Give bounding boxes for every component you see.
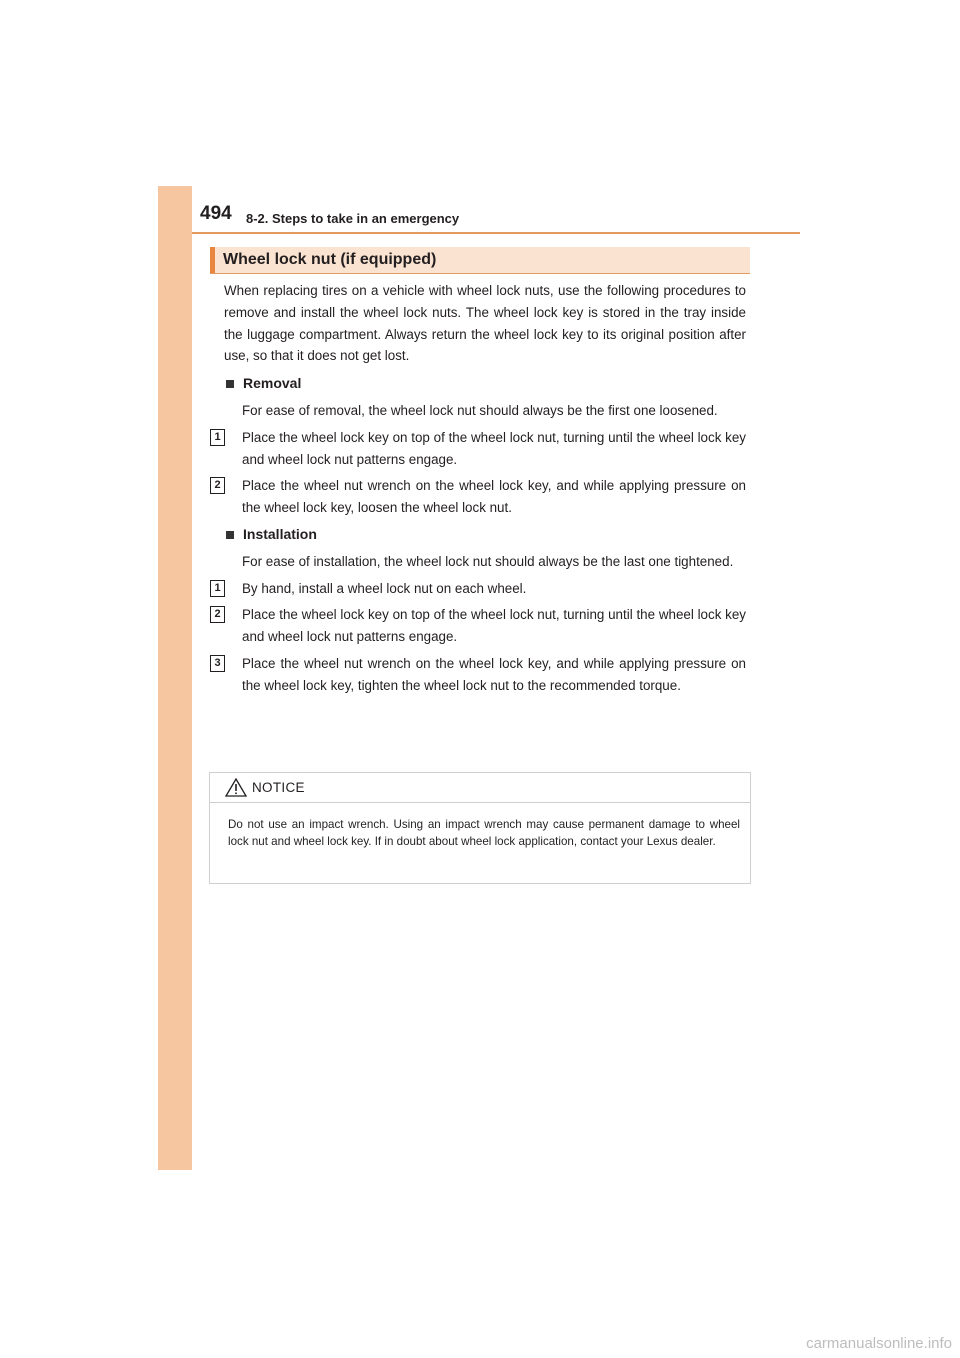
removal-heading-label: Removal <box>243 375 302 392</box>
header-rule <box>192 232 800 234</box>
warning-triangle-icon <box>225 778 247 797</box>
watermark: carmanualsonline.info <box>806 1335 952 1352</box>
bullet-square-icon <box>226 380 234 388</box>
notice-box <box>209 772 751 884</box>
installation-description: For ease of installation, the wheel lock nut should always be the last one tightened. <box>242 553 734 569</box>
body-content <box>210 280 746 702</box>
installation-heading <box>224 524 746 546</box>
bullet-square-icon <box>226 531 234 539</box>
installation-step <box>214 653 746 697</box>
removal-description: For ease of removal, the wheel lock nut should always be the first one loosened. <box>242 402 718 418</box>
step-text: By hand, install a wheel lock nut on each wheel. <box>242 580 527 596</box>
section-title: Wheel lock nut (if equipped) <box>223 251 437 268</box>
chapter-title: 8-2. Steps to take in an emergency <box>246 211 460 226</box>
removal-heading <box>224 373 746 395</box>
step-text: Place the wheel lock key on top of the wheel lock nut, turning until the wheel lock key and wheel lock nut patterns engage. <box>242 429 746 467</box>
step-number: 2 <box>210 477 225 494</box>
installation-heading-label: Installation <box>243 525 317 542</box>
notice-header <box>210 773 750 803</box>
section-accent <box>210 247 215 273</box>
intro-paragraph: When replacing tires on a vehicle with wheel lock nuts, use the following procedures to remove and install the wheel lock nuts. The wheel lock key is stored in the tray inside the luggage compartment. Always return the wheel lock key to its original position after use, so that it does not get lost. <box>224 283 746 364</box>
step-number: 1 <box>210 429 225 446</box>
step-number: 3 <box>210 655 225 672</box>
side-tab-strip <box>158 186 192 1170</box>
section-heading-bar <box>210 247 750 274</box>
step-text: Place the wheel nut wrench on the wheel lock key, and while applying pressure on the wheel lock key, loosen the wheel lock nut. <box>242 478 746 516</box>
page-number: 494 <box>200 203 232 224</box>
installation-step <box>214 604 746 648</box>
removal-step <box>214 475 746 519</box>
removal-step <box>214 427 746 471</box>
step-text: Place the wheel lock key on top of the wheel lock nut, turning until the wheel lock key and wheel lock nut patterns engage. <box>242 607 746 645</box>
notice-text: Do not use an impact wrench. Using an impact wrench may cause permanent damage to wheel lock nut and wheel lock key. If in doubt about wheel lock application, contact your Lexus dealer. <box>228 818 740 848</box>
step-text: Place the wheel nut wrench on the wheel lock key, and while applying pressure on the wheel lock key, tighten the wheel lock nut to the recommended torque. <box>242 655 746 693</box>
step-number: 2 <box>210 606 225 623</box>
step-number: 1 <box>210 580 225 597</box>
installation-step <box>214 578 746 600</box>
notice-label: NOTICE <box>252 780 305 795</box>
